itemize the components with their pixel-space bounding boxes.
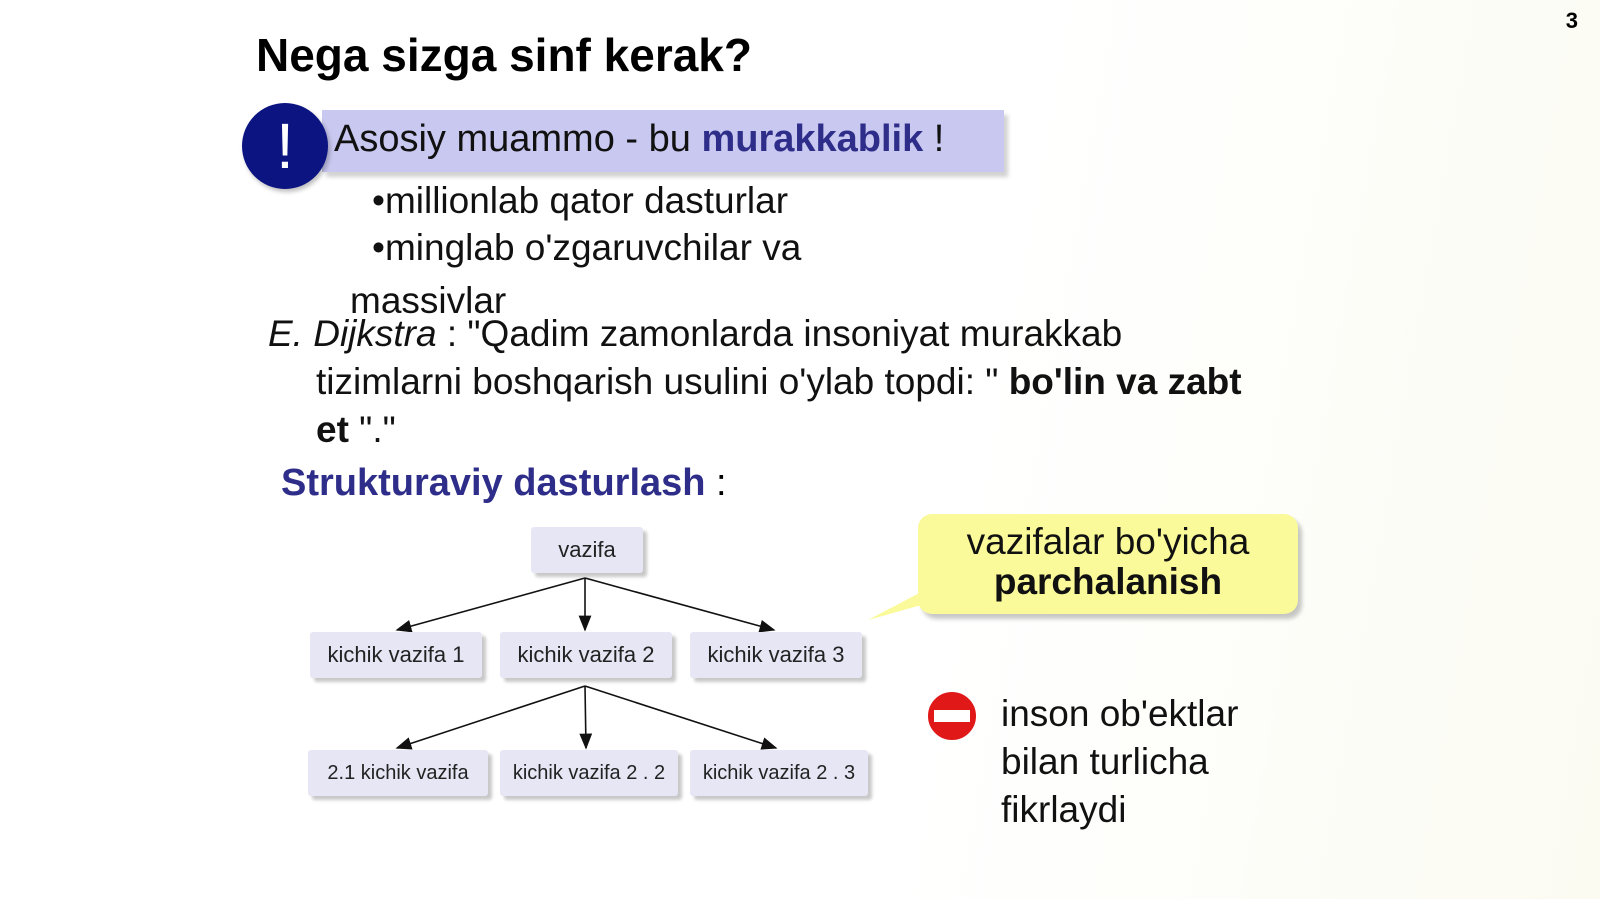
- tree-root-node: vazifa: [531, 527, 643, 573]
- tree-level2-node: kichik vazifa 2 . 3: [690, 750, 868, 796]
- tree-level1-node: kichik vazifa 3: [690, 632, 862, 678]
- no-entry-icon: [925, 689, 979, 743]
- tree-level1-node: kichik vazifa 2: [500, 632, 672, 678]
- problem-emphasis: murakkablik: [701, 118, 924, 160]
- bullet-continuation: massivlar: [350, 280, 507, 321]
- quote-author: E. Dijkstra: [268, 313, 437, 354]
- bullet-item: •millionlab qator dasturlar: [372, 180, 789, 221]
- problem-prefix: Asosiy muammo - bu: [334, 118, 702, 160]
- structured-label: Strukturaviy dasturlash: [281, 462, 706, 504]
- tree-level2-node: 2.1 kichik vazifa: [308, 750, 488, 796]
- problem-suffix: !: [923, 118, 945, 160]
- slide-title: Nega sizga sinf kerak?: [256, 29, 752, 81]
- tree-level2-node: kichik vazifa 2 . 2: [500, 750, 678, 796]
- quote-end: ".": [348, 409, 396, 450]
- note-line2: bilan turlicha: [1001, 741, 1209, 782]
- exclamation-icon: !: [242, 103, 328, 189]
- note-line3: fikrlaydi: [1001, 789, 1127, 830]
- quote-bold2: et: [316, 409, 349, 450]
- callout-line2: parchalanish: [993, 561, 1223, 602]
- page-number: 3: [1565, 8, 1578, 33]
- structured-suffix: :: [705, 462, 727, 504]
- bullet-item: •minglab o'zgaruvchilar va: [372, 227, 802, 268]
- tree-level1-node: kichik vazifa 1: [310, 632, 482, 678]
- note-line1: inson ob'ektlar: [1001, 693, 1239, 734]
- human-thinking-note: [1001, 690, 1238, 834]
- callout-pointer: [868, 590, 925, 620]
- quote-line2: tizimlarni boshqarish usulini o'ylab topdi: ": [316, 361, 1009, 402]
- quote-bold1: bo'lin va zabt: [1008, 361, 1242, 402]
- callout-decomposition: [918, 514, 1298, 614]
- quote-line1: : "Qadim zamonlarda insoniyat murakkab: [436, 313, 1123, 354]
- callout-line1: vazifalar bo'yicha: [966, 521, 1250, 562]
